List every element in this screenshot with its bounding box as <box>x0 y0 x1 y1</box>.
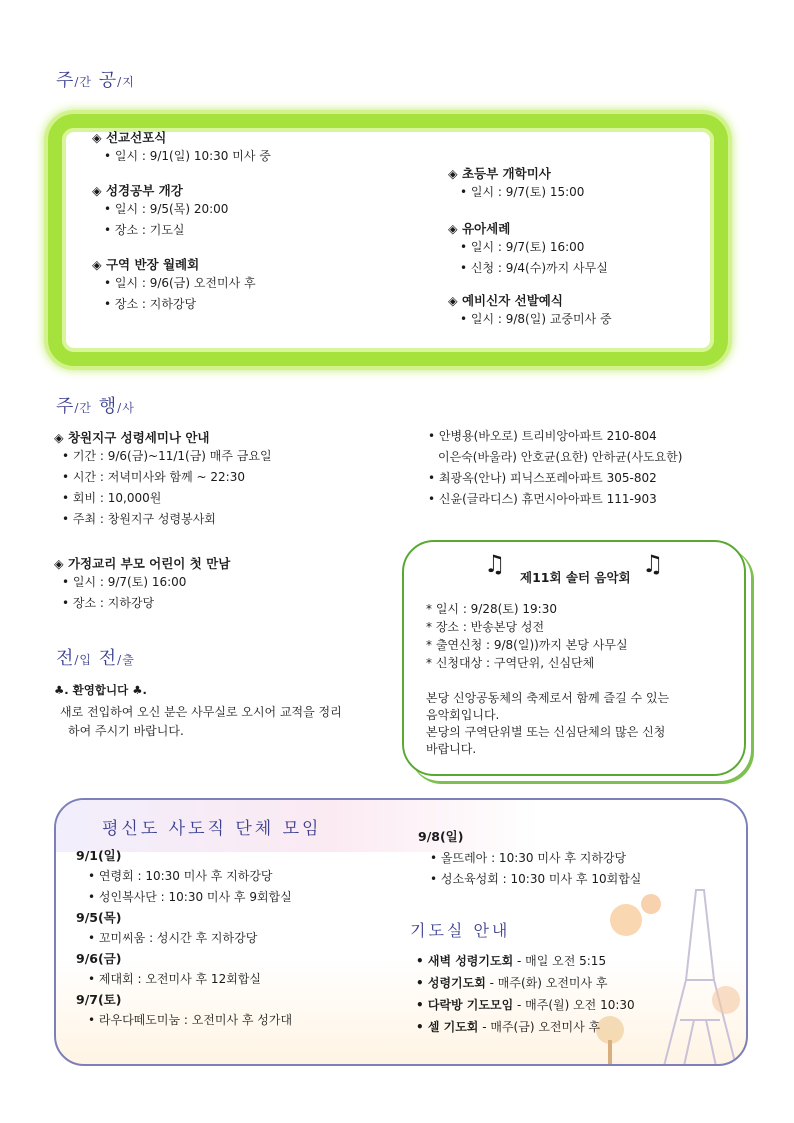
group-item: • 꼬미씨움 : 성시간 후 지하강당 <box>88 931 258 945</box>
family-line: • 장소 : 지하강당 <box>62 596 155 610</box>
notice-item-line: • 장소 : 기도실 <box>104 223 185 237</box>
title-char: 행 <box>98 396 118 417</box>
title-char: /간 <box>74 75 93 89</box>
prayer-item <box>416 994 716 1016</box>
prayer-item-detail: - 매주(월) 오전 10:30 <box>513 998 635 1012</box>
prayer-item-detail: - 매일 오전 5:15 <box>513 954 607 968</box>
groups-title: 평신도 사도직 단체 모임 <box>102 819 322 839</box>
concert-desc: 바랍니다. <box>426 742 477 756</box>
notice-item-head: ◈ 성경공부 개강 <box>92 183 183 198</box>
concert-desc: 본당 신앙공동체의 축제로서 함께 즐길 수 있는 <box>426 691 670 705</box>
concert-line: * 출연신청 : 9/8(일))까지 본당 사무실 <box>426 638 628 652</box>
welcome-text: ♣. 환영합니다 ♣. <box>54 683 147 697</box>
group-date: 9/6(금) <box>76 951 122 966</box>
notice-item-head: ◈ 유아세례 <box>448 221 511 236</box>
group-item: • 올뜨레아 : 10:30 미사 후 지하강당 <box>430 851 627 865</box>
notice-item-head: ◈ 예비신자 선발예식 <box>448 293 563 308</box>
address-block <box>428 426 748 510</box>
group-item: • 성소육성회 : 10:30 미사 후 10회합실 <box>430 872 642 886</box>
seminar-line: • 시간 : 저녁미사와 함께 ~ 22:30 <box>62 470 245 484</box>
moving-block <box>54 682 394 739</box>
group-date: 9/1(일) <box>76 848 122 863</box>
seminar-line: • 회비 : 10,000원 <box>62 491 162 505</box>
family-head: ◈ 가정교리 부모 어린이 첫 만남 <box>54 556 231 571</box>
prayer-item <box>416 950 716 972</box>
notice-item-line: • 신청 : 9/4(수)까지 사무실 <box>460 261 608 275</box>
prayer-item-name: • 성령기도회 <box>416 976 486 990</box>
seminar-head: ◈ 창원지구 성령세미나 안내 <box>54 430 210 445</box>
notice-left-column <box>92 128 422 315</box>
notice-item-line: • 일시 : 9/6(금) 오전미사 후 <box>104 276 256 290</box>
notice-item-line: • 일시 : 9/1(일) 10:30 미사 중 <box>104 149 271 163</box>
prayer-item-detail: - 매주(화) 오전미사 후 <box>485 976 608 990</box>
concert-box <box>402 540 746 776</box>
title-char: 주 <box>56 396 75 417</box>
notice-section-title <box>56 66 135 92</box>
prayer-item-name: • 새벽 성령기도회 <box>416 954 514 968</box>
family-line: • 일시 : 9/7(토) 16:00 <box>62 575 187 589</box>
address-line: • 신윤(글라디스) 휴먼시아아파트 111-903 <box>428 492 657 506</box>
music-note-icon: ♫ <box>642 550 664 578</box>
prayer-room-list <box>416 950 716 1038</box>
concert-line: * 신청대상 : 구역단위, 신심단체 <box>426 656 595 670</box>
group-date: 9/8(일) <box>418 829 464 844</box>
notice-item-head: ◈ 초등부 개학미사 <box>448 166 551 181</box>
title-char: 전 <box>56 648 75 669</box>
group-date: 9/5(목) <box>76 910 122 925</box>
notice-item-line: • 장소 : 지하강당 <box>104 297 197 311</box>
title-char: 전 <box>98 648 118 669</box>
music-note-icon: ♫ <box>484 550 506 578</box>
seminar-line: • 주최 : 창원지구 성령봉사회 <box>62 512 216 526</box>
moving-text: 하여 주시기 바랍니다. <box>68 724 184 738</box>
notice-item-head: ◈ 구역 반장 월례회 <box>92 257 200 272</box>
notice-right-column <box>448 164 708 330</box>
concert-desc: 음악회입니다. <box>426 708 500 722</box>
moving-text: 새로 전입하여 오신 분은 사무실로 오시어 교적을 정리 <box>60 705 342 719</box>
notice-item-line: • 일시 : 9/7(토) 16:00 <box>460 240 585 254</box>
group-item: • 제대회 : 오전미사 후 12회합실 <box>88 972 261 986</box>
groups-left-column <box>76 846 406 1031</box>
prayer-item-detail: - 매주(금) 오전미사 후 <box>478 1020 601 1034</box>
prayer-room-title: 기도실 안내 <box>410 921 511 940</box>
moving-section-title <box>56 644 135 670</box>
concert-details <box>426 600 736 758</box>
title-char: /사 <box>117 401 135 415</box>
title-char: 주 <box>56 70 75 91</box>
title-char: /입 <box>74 653 93 667</box>
seminar-line: • 기간 : 9/6(금)~11/1(금) 매주 금요일 <box>62 449 272 463</box>
group-item: • 성인복사단 : 10:30 미사 후 9회합실 <box>88 890 292 904</box>
title-char: 공 <box>98 70 118 91</box>
events-section-title <box>56 392 135 418</box>
groups-right-column <box>418 826 738 890</box>
seminar-block <box>54 428 394 530</box>
concert-title: 제11회 솔터 음악회 <box>520 570 631 585</box>
groups-box <box>54 798 748 1066</box>
address-line: 이은숙(바울라) 안호균(요한) 안하균(사도요한) <box>438 450 683 464</box>
title-char: /간 <box>74 401 93 415</box>
notice-item-line: • 일시 : 9/5(목) 20:00 <box>104 202 229 216</box>
notice-item-line: • 일시 : 9/7(토) 15:00 <box>460 185 585 199</box>
title-char: /출 <box>117 653 135 667</box>
notice-item-line: • 일시 : 9/8(일) 교중미사 중 <box>460 312 612 326</box>
concert-desc: 본당의 구역단위별 또는 신심단체의 많은 신청 <box>426 725 666 739</box>
title-char: /지 <box>117 75 135 89</box>
group-date: 9/7(토) <box>76 992 122 1007</box>
address-line: • 최광옥(안나) 피닉스포레아파트 305-802 <box>428 471 657 485</box>
prayer-item-name: • 셀 기도회 <box>416 1020 479 1034</box>
concert-line: * 일시 : 9/28(토) 19:30 <box>426 602 557 616</box>
concert-line: * 장소 : 반송본당 성전 <box>426 620 545 634</box>
prayer-item-name: • 다락방 기도모임 <box>416 998 514 1012</box>
family-block <box>54 554 394 614</box>
group-item: • 연령회 : 10:30 미사 후 지하강당 <box>88 869 273 883</box>
notice-item-head: ◈ 선교선포식 <box>92 130 167 145</box>
address-line: • 안병용(바오로) 트리비앙아파트 210-804 <box>428 429 657 443</box>
prayer-item <box>416 1016 716 1038</box>
prayer-item <box>416 972 716 994</box>
group-item: • 라우다떼도미눔 : 오전미사 후 성가대 <box>88 1013 293 1027</box>
